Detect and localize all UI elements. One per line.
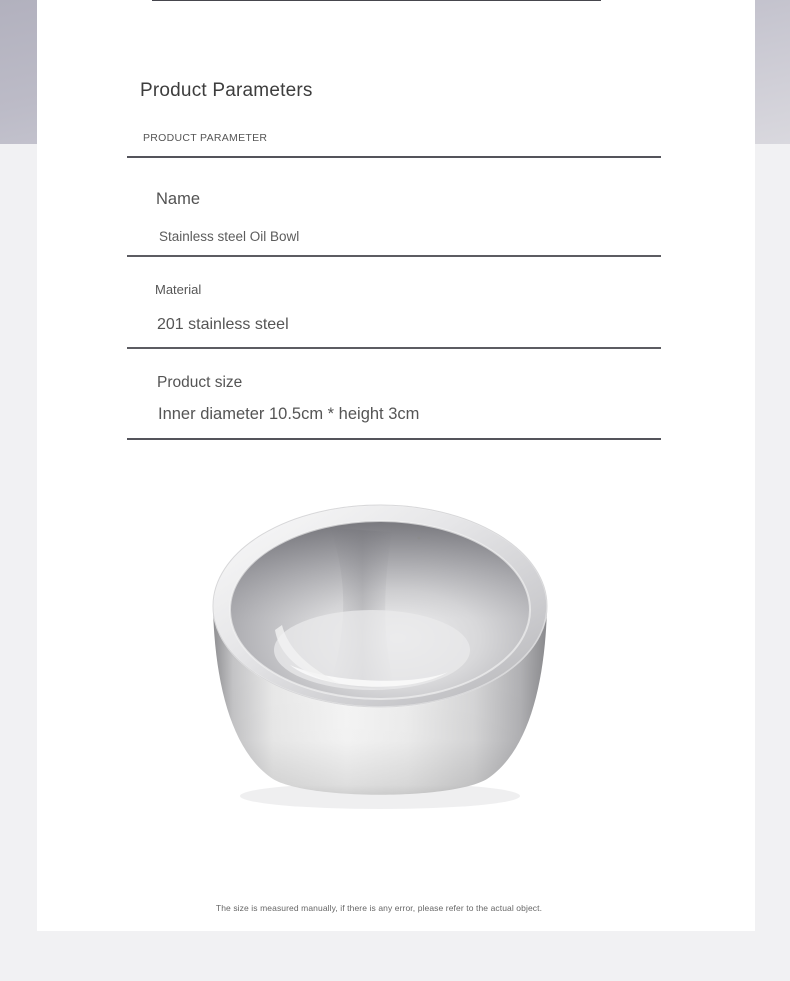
stainless-steel-bowl-illustration (180, 480, 600, 820)
param-label-name: Name (156, 190, 201, 208)
divider (127, 156, 661, 158)
divider (127, 438, 661, 440)
product-image (180, 480, 600, 820)
divider (127, 347, 661, 349)
section-eyebrow: PRODUCT PARAMETER (143, 132, 268, 144)
param-label-product-size: Product size (157, 374, 243, 391)
measurement-disclaimer: The size is measured manually, if there is any error, please refer to the actual object. (215, 903, 543, 913)
previous-section-bottom-edge (152, 0, 601, 1)
param-value-product-size: Inner diameter 10.5cm * height 3cm (158, 405, 420, 423)
param-label-material: Material (155, 282, 202, 297)
param-value-name: Stainless steel Oil Bowl (159, 229, 300, 244)
param-value-material: 201 stainless steel (157, 316, 289, 333)
divider (127, 255, 661, 257)
section-title: Product Parameters (140, 80, 313, 101)
product-parameters-card (37, 0, 755, 931)
